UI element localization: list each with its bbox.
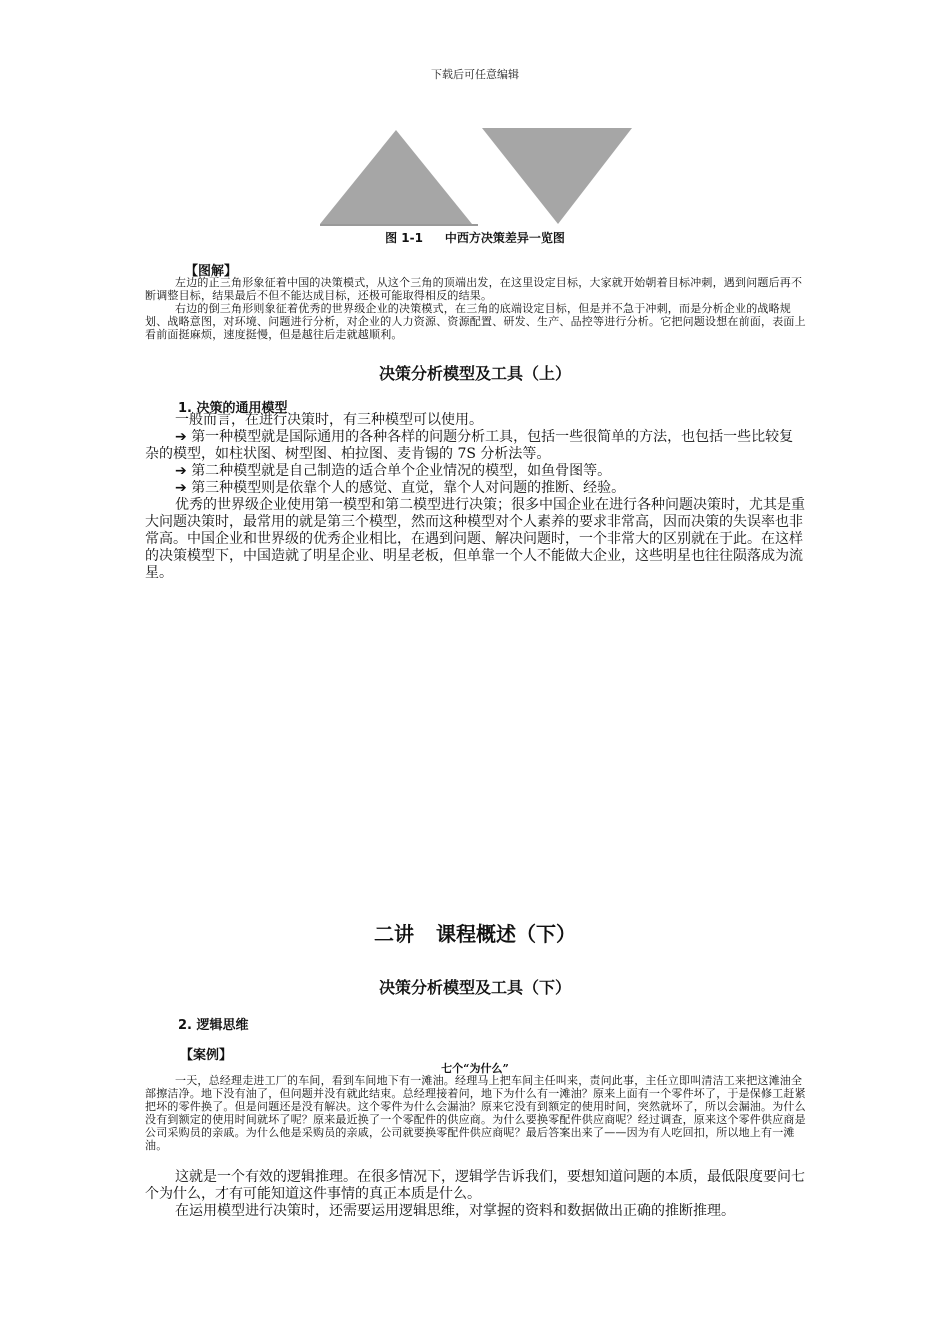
diagram-explanation: [145, 276, 807, 341]
section1-paragraph: 优秀的世界级企业使用第一模型和第二模型进行决策；很多中国企业在进行各种问题决策时，尤其是重大问题决策时，最常用的就是第三个模型，然而这种模型对个人素养的要求非常高，因而决策的失误率也非常高。中国企业和世界级的优秀企业相比，在遇到问题、解决问题时，一个非常大的区别就在于此。在这样的决策模型下，中国造就了明星企业、明星老板，但单靠一个人不能做大企业，这些明星也往往陨落成为流星。: [145, 497, 805, 581]
lecture-number: 二讲: [374, 922, 414, 946]
section2-p1: 这就是一个有效的逻辑推理。在很多情况下，逻辑学告诉我们，要想知道问题的本质，最低限度要问七个为什么，才有可能知道这件事情的真正本质是什么。: [145, 1169, 805, 1202]
figure-caption: [0, 229, 950, 246]
section1-subtitle: 1. 决策的通用模型: [178, 401, 288, 416]
section1-body: [145, 412, 807, 582]
section1-intro: 一般而言，在进行决策时，有三种模型可以使用。: [175, 412, 483, 428]
case-text: 一天，总经理走进工厂的车间，看到车间地下有一滩油。经理马上把车间主任叫来，责问此事，主任立即叫清洁工来把这滩油全部擦洁净。地下没有油了，但问题并没有就此结束。总经理接着问，地下为什么有一滩油？原来上面有一个零件坏了，于是保修工赶紧把坏的零件换了。但是问题还是没有解决。这个零件为什么会漏油？原来它没有到额定的使用时间，突然就坏了，所以会漏油。为什么没有到额定的使用时间就坏了呢？原来最近换了一个零配件的供应商。为什么要换零配件供应商呢？经过调查，原来这个零件供应商是公司采购员的亲戚。为什么他是采购员的亲戚，公司就要换零配件供应商呢？最后答案出来了——因为有人吃回扣，所以地上有一滩油。: [145, 1074, 806, 1152]
case-tag: 【案例】: [180, 1048, 233, 1063]
arrow-icon: ➔: [175, 480, 187, 496]
model-item-2: [145, 463, 807, 480]
section2-p2: 在运用模型进行决策时，还需要运用逻辑思维，对掌握的资料和数据做出正确的推断推理。: [175, 1203, 735, 1219]
section2-title: 决策分析模型及工具（下）: [378, 978, 571, 997]
figure-label: 图 1-1: [385, 231, 423, 245]
model-item-1: [145, 429, 807, 463]
model-item-3-text: 第三种模型则是依靠个人的感觉、直觉，靠个人对问题的推断、经验。: [191, 480, 626, 496]
model-item-3: [145, 480, 807, 497]
arrow-icon: ➔: [175, 429, 187, 445]
case-text-block: [145, 1074, 807, 1152]
section1-title: 决策分析模型及工具（上）: [378, 364, 571, 383]
model-item-1-text: 第一种模型就是国际通用的各种各样的问题分析工具，包括一些很简单的方法，也包括一些比较复杂的模型，如柱状图、树型图、柏拉图、麦肯锡的 7S 分析法等。: [145, 429, 794, 462]
lecture-heading: [0, 918, 950, 947]
model-item-2-text: 第二种模型就是自己制造的适合单个企业情况的模型，如鱼骨图等。: [191, 463, 612, 479]
section2-body: [145, 1169, 817, 1220]
upright-triangle: [320, 130, 472, 224]
diagram-explain-tag: 【图解】: [185, 264, 238, 279]
page-header: 下载后可任意编辑: [431, 68, 519, 81]
arrow-icon: ➔: [175, 463, 187, 479]
diagram-explain-p1: 左边的正三角形象征着中国的决策模式，从这个三角的顶端出发，在这里设定目标，大家就开始朝着目标冲刺，遇到问题后再不断调整目标，结果最后不但不能达成目标，还极可能取得相反的结果。: [145, 276, 803, 302]
lecture-title: 课程概述（下）: [436, 922, 576, 946]
case-title: 七个“为什么”: [441, 1062, 509, 1075]
diagram-explain-p2: 右边的倒三角形则象征着优秀的世界级企业的决策模式，在三角的底端设定目标，但是并不急于冲刺，而是分析企业的战略规划、战略意图，对环境、问题进行分析，对企业的人力资源、资源配置、研发、生产、品控等进行分析。它把问题设想在前面，表面上看前面挺麻烦，速度挺慢，但是越往后走就越顺利。: [145, 302, 806, 341]
section2-subtitle: 2. 逻辑思维: [178, 1018, 249, 1033]
inverted-triangle: [482, 128, 632, 224]
decision-diagram: [318, 124, 636, 228]
figure-title: 中西方决策差异一览图: [444, 231, 565, 245]
